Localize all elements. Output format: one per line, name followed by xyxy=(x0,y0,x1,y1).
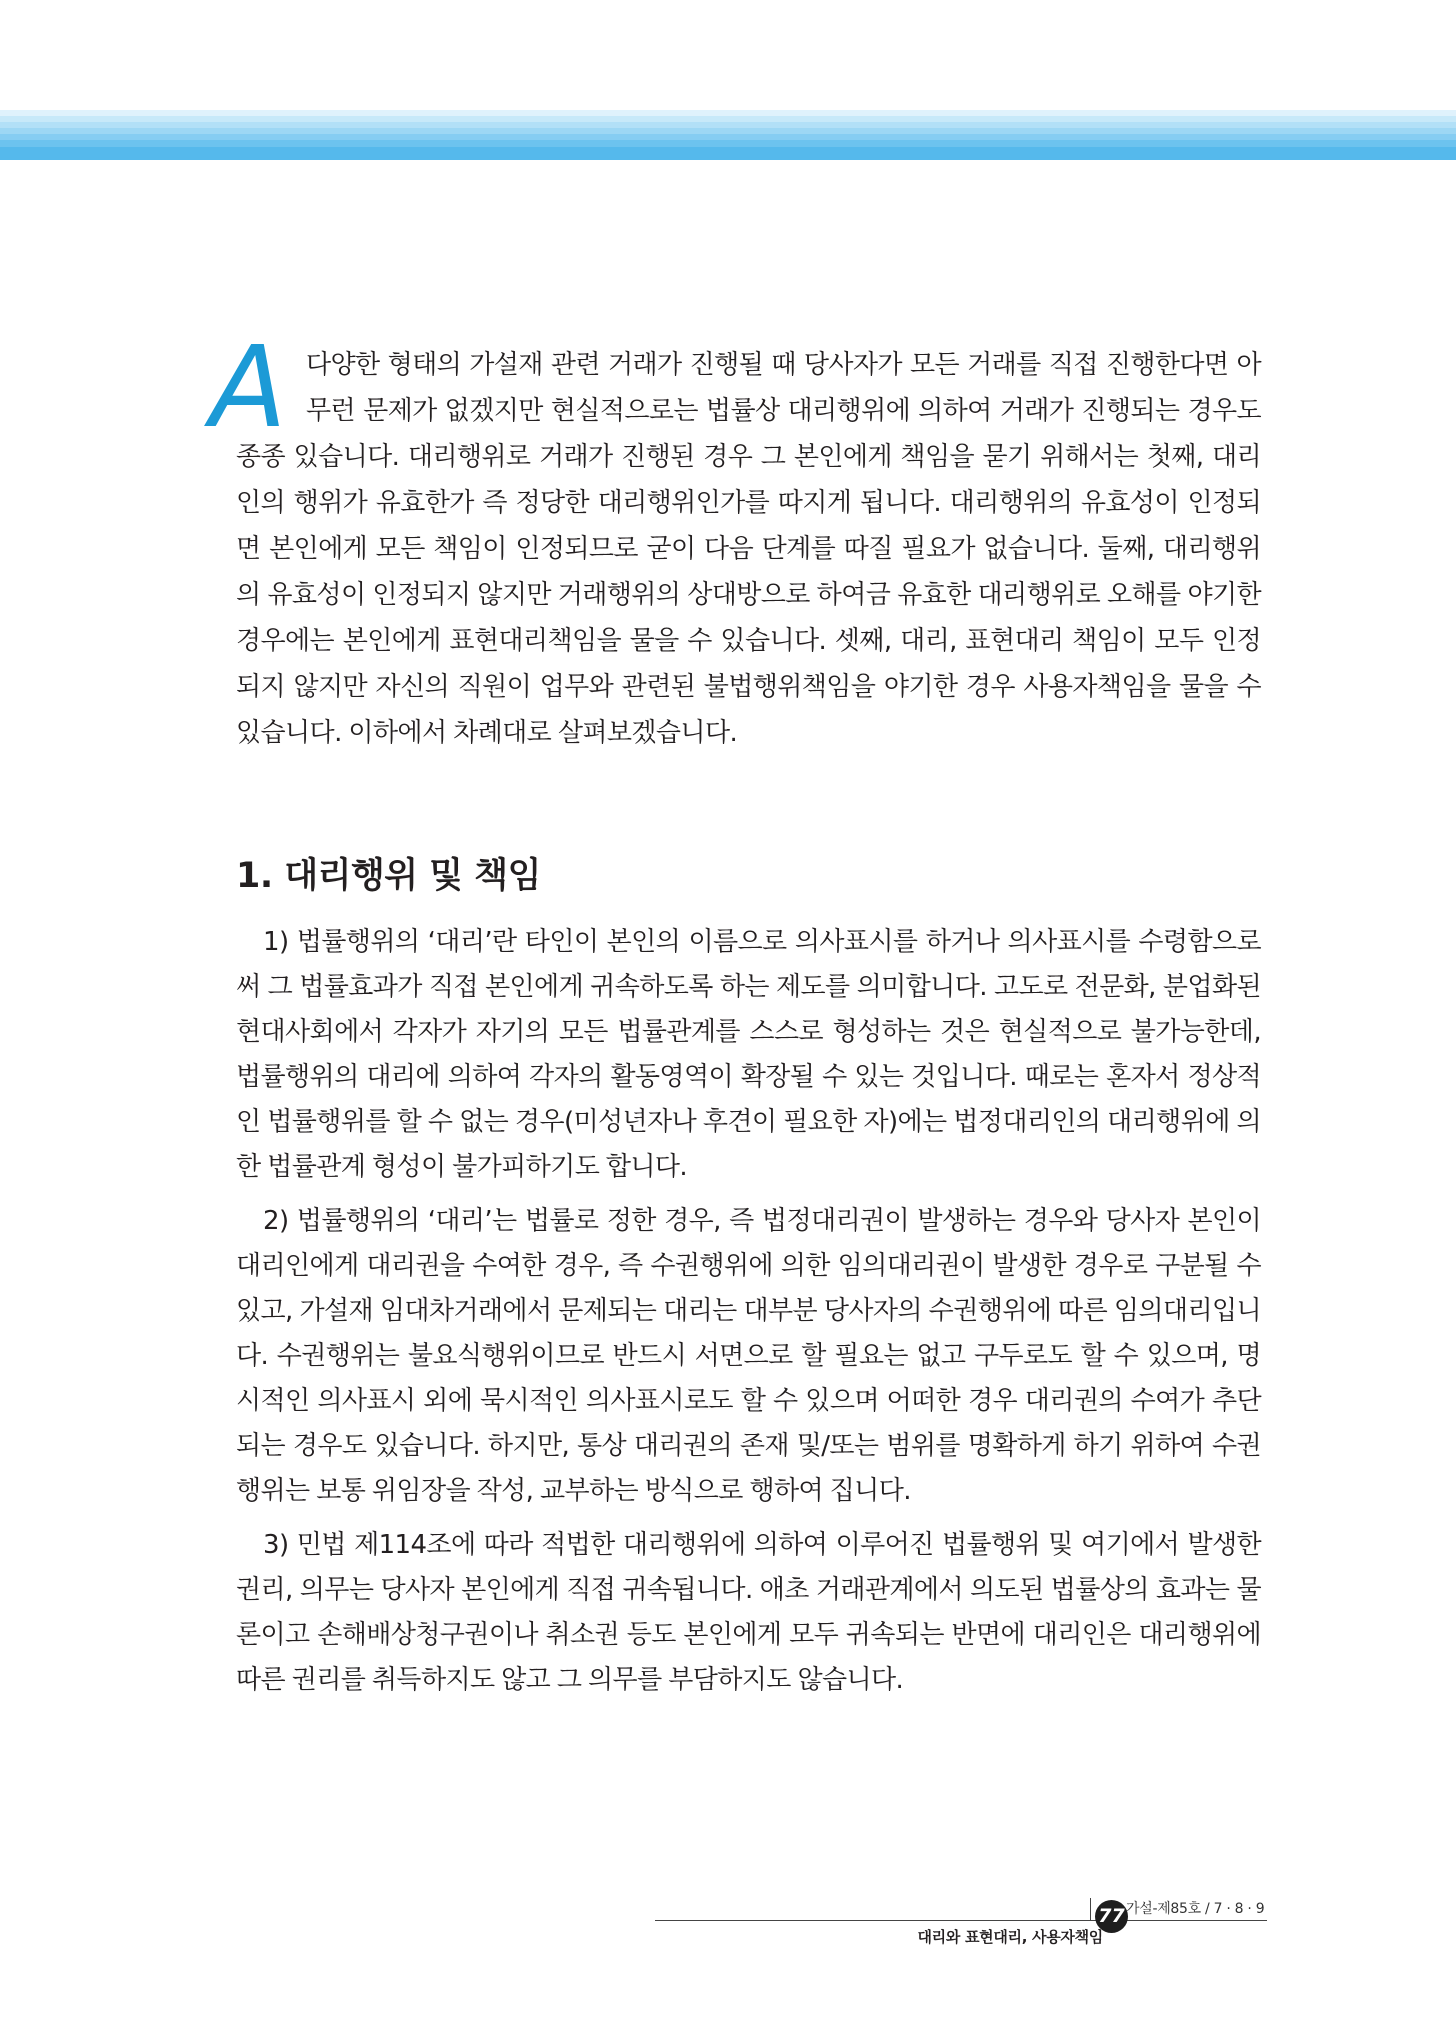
issue-info: 가설-제85호 / 7 · 8 · 9 xyxy=(1126,1901,1265,1917)
section-body xyxy=(236,920,1261,1712)
running-title: 대리와 표현대리, 사용자책임 xyxy=(917,1928,1103,1946)
page-number-badge: 77 xyxy=(1095,1900,1128,1933)
lead-paragraph: 다양한 형태의 가설재 관련 거래가 진행될 때 당사자가 모든 거래를 직접 진행한다면 아무런 문제가 없겠지만 현실적으로는 법률상 대리행위에 의하여 거래가 진행되는 경우도 종종 있습니다. 대리행위로 거래가 진행된 경우 그 본인에게 책임을 묻기 위해서는 첫째, 대리인의 행위가 유효한가 즉 정당한 대리행위인가를 따지게 됩니다. 대리행위의 유효성이 인정되면 본인에게 모든 책임이 인정되므로 굳이 다음 단계를 따질 필요가 없습니다. 둘째, 대리행위의 유효성이 인정되지 않지만 거래행위의 상대방으로 하여금 유효한 대리행위로 오해를 야기한 경우에는 본인에게 표현대리책임을 물을 수 있습니다. 셋째, 대리, 표현대리 책임이 모두 인정되지 않지만 자신의 직원이 업무와 관련된 불법행위책임을 야기한 경우 사용자책임을 물을 수 있습니다. 이하에서 차례대로 살펴보겠습니다. xyxy=(236,350,1261,748)
header-band xyxy=(0,0,1456,165)
section-title: 1. 대리행위 및 책임 xyxy=(236,856,541,896)
header-stripe xyxy=(0,140,1456,147)
header-stripe xyxy=(0,0,1456,110)
body-paragraph: 2) 법률행위의 ‘대리’는 법률로 정한 경우, 즉 법정대리권이 발생하는 경우와 당사자 본인이 대리인에게 대리권을 수여한 경우, 즉 수권행위에 의한 임의대리권이 발생한 경우로 구분될 수 있고, 가설재 임대차거래에서 문제되는 대리는 대부분 당사자의 수권행위에 따른 임의대리입니다. 수권행위는 불요식행위이므로 반드시 서면으로 할 필요는 없고 구두로도 할 수 있으며, 명시적인 의사표시 외에 묵시적인 의사표시로도 할 수 있으며 어떠한 경우 대리권의 수여가 추단되는 경우도 있습니다. 하지만, 통상 대리권의 존재 및/또는 범위를 명확하게 하기 위하여 수권행위는 보통 위임장을 작성, 교부하는 방식으로 행하여 집니다. xyxy=(236,1206,1261,1506)
header-stripe xyxy=(0,147,1456,160)
footer-tick xyxy=(1090,1898,1091,1920)
lead-paragraph-block xyxy=(210,323,1261,756)
drop-cap: A xyxy=(210,323,287,453)
body-paragraph: 3) 민법 제114조에 따라 적법한 대리행위에 의하여 이루어진 법률행위 및 여기에서 발생한 권리, 의무는 당사자 본인에게 직접 귀속됩니다. 애초 거래관계에서 의도된 법률상의 효과는 물론이고 손해배상청구권이나 취소권 등도 본인에게 모두 귀속되는 반면에 대리인은 대리행위에 따른 권리를 취득하지도 않고 그 의무를 부담하지도 않습니다. xyxy=(236,1530,1261,1695)
body-paragraph: 1) 법률행위의 ‘대리’란 타인이 본인의 이름으로 의사표시를 하거나 의사표시를 수령함으로써 그 법률효과가 직접 본인에게 귀속하도록 하는 제도를 의미합니다. 고도로 전문화, 분업화된 현대사회에서 각자가 자기의 모든 법률관계를 스스로 형성하는 것은 현실적으로 불가능한데, 법률행위의 대리에 의하여 각자의 활동영역이 확장될 수 있는 것입니다. 때로는 혼자서 정상적인 법률행위를 할 수 없는 경우(미성년자나 후견이 필요한 자)에는 법정대리인의 대리행위에 의한 법률관계 형성이 불가피하기도 합니다. xyxy=(236,927,1261,1182)
footer-rule xyxy=(655,1920,1267,1921)
